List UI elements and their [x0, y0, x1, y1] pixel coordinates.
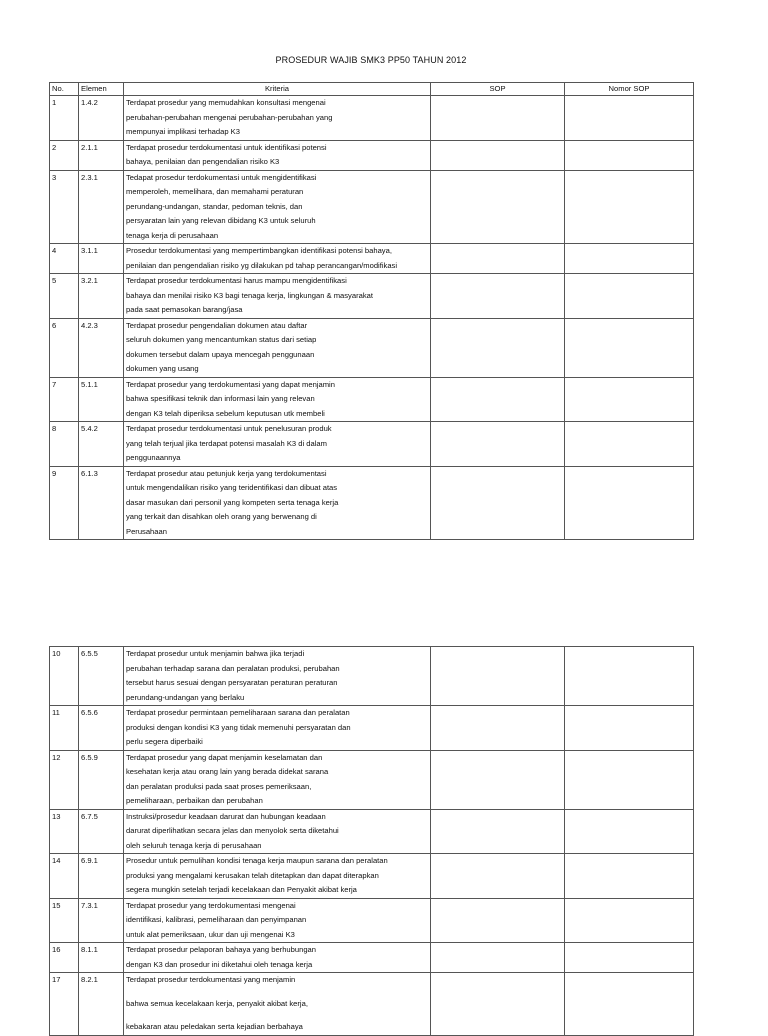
cell-kriteria	[124, 244, 431, 274]
kriteria-line: perlu segera diperbaiki	[126, 737, 203, 746]
cell-kriteria	[124, 706, 431, 751]
cell-nomor-sop	[565, 854, 694, 899]
cell-sop	[431, 170, 565, 244]
table-header-row	[50, 83, 694, 96]
header-kriteria: Kriteria	[124, 83, 431, 96]
cell-sop	[431, 706, 565, 751]
cell-nomor-sop	[565, 140, 694, 170]
table-row	[50, 318, 694, 377]
procedure-table-part-2	[49, 646, 694, 1036]
kriteria-line: Terdapat prosedur terdokumentasi untuk identifikasi potensi	[126, 142, 327, 152]
cell-no: 17	[50, 973, 79, 1036]
kriteria-line: Terdapat prosedur yang terdokumentasi mengenai	[126, 900, 296, 910]
cell-no: 13	[50, 809, 79, 854]
kriteria-line: yang terkait dan disahkan oleh orang yang berwenang di	[126, 512, 317, 521]
kriteria-line: untuk mengendalikan risiko yang teridentifikasi dan dibuat atas	[126, 483, 338, 492]
table-row	[50, 750, 694, 809]
cell-elemen: 5.1.1	[79, 377, 124, 422]
kriteria-line: Terdapat prosedur atau petunjuk kerja yang terdokumentasi	[126, 468, 327, 478]
cell-nomor-sop	[565, 244, 694, 274]
table-row	[50, 170, 694, 244]
kriteria-line: penggunaannya	[126, 453, 181, 462]
kriteria-line: memperoleh, memelihara, dan memahami peraturan	[126, 187, 304, 196]
kriteria-line: darurat diperlihatkan secara jelas dan menyolok serta diketahui	[126, 826, 339, 835]
kriteria-line: kebakaran atau peledakan serta kejadian berbahaya	[126, 1022, 303, 1031]
cell-elemen: 2.3.1	[79, 170, 124, 244]
cell-nomor-sop	[565, 973, 694, 1036]
cell-kriteria	[124, 274, 431, 319]
table-row	[50, 898, 694, 943]
cell-no: 3	[50, 170, 79, 244]
cell-no: 1	[50, 96, 79, 141]
header-elemen: Elemen	[79, 83, 124, 96]
cell-nomor-sop	[565, 809, 694, 854]
kriteria-line: Tedapat prosedur terdokumentasi untuk mengidentifikasi	[126, 172, 317, 182]
cell-nomor-sop	[565, 377, 694, 422]
cell-elemen: 6.9.1	[79, 854, 124, 899]
kriteria-line: Terdapat prosedur pengendalian dokumen atau daftar	[126, 320, 308, 330]
kriteria-line: bahwa spesifikasi teknik dan informasi lain yang relevan	[126, 394, 315, 403]
cell-sop	[431, 854, 565, 899]
kriteria-line: Terdapat prosedur terdokumentasi harus mampu mengidentifikasi	[126, 276, 347, 285]
cell-nomor-sop	[565, 96, 694, 141]
kriteria-line: bahwa semua kecelakaan kerja, penyakit akibat kerja,	[126, 998, 308, 1008]
kriteria-line: perubahan terhadap sarana dan peralatan produksi, perubahan	[126, 663, 340, 673]
cell-nomor-sop	[565, 647, 694, 706]
header-nomor-sop: Nomor SOP	[565, 83, 694, 96]
kriteria-line: Prosedur untuk pemulihan kondisi tenaga kerja maupun sarana dan peralatan	[126, 856, 388, 865]
kriteria-line: dan peralatan produksi pada saat proses pemeriksaan,	[126, 781, 312, 791]
cell-kriteria	[124, 854, 431, 899]
kriteria-line: dokumen tersebut dalam upaya mencegah penggunaan	[126, 349, 315, 359]
cell-sop	[431, 140, 565, 170]
table-row	[50, 943, 694, 973]
cell-kriteria	[124, 809, 431, 854]
cell-elemen: 3.2.1	[79, 274, 124, 319]
kriteria-line: Prosedur terdokumentasi yang mempertimbangkan identifikasi potensi bahaya,	[126, 246, 392, 255]
kriteria-line: Instruksi/prosedur keadaan darurat dan hubungan keadaan	[126, 811, 326, 821]
kriteria-line: bahaya, penilaian dan pengendalian risiko K3	[126, 157, 280, 166]
table-row	[50, 809, 694, 854]
table-row	[50, 854, 694, 899]
kriteria-line: Terdapat prosedur pelaporan bahaya yang berhubungan	[126, 945, 316, 954]
cell-sop	[431, 274, 565, 319]
header-sop: SOP	[431, 83, 565, 96]
kriteria-line: dengan K3 telah diperiksa sebelum keputusan utk membeli	[126, 408, 325, 418]
cell-elemen: 1.4.2	[79, 96, 124, 141]
cell-sop	[431, 466, 565, 540]
kriteria-line: identifikasi, kalibrasi, pemeliharaan dan penyimpanan	[126, 915, 307, 924]
cell-elemen: 8.1.1	[79, 943, 124, 973]
table-row	[50, 140, 694, 170]
cell-no: 9	[50, 466, 79, 540]
cell-elemen: 2.1.1	[79, 140, 124, 170]
cell-sop	[431, 318, 565, 377]
kriteria-line: perundang-undangan yang berlaku	[126, 692, 245, 702]
cell-no: 2	[50, 140, 79, 170]
table-row	[50, 274, 694, 319]
kriteria-line: pada saat pemasokan barang/jasa	[126, 305, 243, 314]
cell-sop	[431, 943, 565, 973]
cell-elemen: 6.7.5	[79, 809, 124, 854]
cell-nomor-sop	[565, 318, 694, 377]
kriteria-line: perubahan-perubahan mengenai perubahan-perubahan yang	[126, 112, 333, 122]
kriteria-line: mempunyai implikasi terhadap K3	[126, 127, 240, 136]
cell-elemen: 6.5.5	[79, 647, 124, 706]
kriteria-line: yang telah terjual jika terdapat potensi masalah K3 di dalam	[126, 438, 327, 448]
cell-no: 8	[50, 422, 79, 467]
table-row	[50, 377, 694, 422]
cell-kriteria	[124, 943, 431, 973]
kriteria-line: dokumen yang usang	[126, 364, 199, 373]
table-row	[50, 244, 694, 274]
cell-sop	[431, 809, 565, 854]
cell-no: 6	[50, 318, 79, 377]
table-row	[50, 422, 694, 467]
cell-kriteria	[124, 140, 431, 170]
kriteria-line: Terdapat prosedur permintaan pemeliharaan sarana dan peralatan	[126, 708, 350, 717]
kriteria-line: segera mungkin setelah terjadi kecelakaan dan Penyakit akibat kerja	[126, 885, 357, 894]
cell-nomor-sop	[565, 750, 694, 809]
kriteria-line: oleh seluruh tenaga kerja di perusahaan	[126, 840, 262, 850]
kriteria-line: produksi dengan kondisi K3 yang tidak memenuhi persyaratan dan	[126, 722, 351, 732]
kriteria-line: seluruh dokumen yang mencantumkan status dari setiap	[126, 335, 317, 344]
kriteria-line: persyaratan lain yang relevan dibidang K3 untuk seluruh	[126, 216, 316, 225]
kriteria-line: dasar masukan dari personil yang kompeten serta tenaga kerja	[126, 497, 339, 507]
cell-no: 11	[50, 706, 79, 751]
header-no: No.	[50, 83, 79, 96]
cell-nomor-sop	[565, 943, 694, 973]
kriteria-line: dengan K3 dan prosedur ini diketahui oleh tenaga kerja	[126, 959, 313, 969]
cell-nomor-sop	[565, 706, 694, 751]
cell-kriteria	[124, 647, 431, 706]
cell-kriteria	[124, 466, 431, 540]
kriteria-line: Terdapat prosedur yang terdokumentasi yang dapat menjamin	[126, 379, 335, 389]
cell-sop	[431, 244, 565, 274]
cell-no: 12	[50, 750, 79, 809]
cell-elemen: 5.4.2	[79, 422, 124, 467]
cell-elemen: 6.1.3	[79, 466, 124, 540]
cell-kriteria	[124, 898, 431, 943]
cell-sop	[431, 898, 565, 943]
cell-elemen: 7.3.1	[79, 898, 124, 943]
table-row	[50, 466, 694, 540]
cell-kriteria	[124, 96, 431, 141]
cell-kriteria	[124, 170, 431, 244]
cell-elemen: 6.5.6	[79, 706, 124, 751]
kriteria-line: tersebut harus sesuai dengan persyaratan peraturan peraturan	[126, 678, 338, 687]
kriteria-line: penilaian dan pengendalian risiko yg dilakukan pd tahap perancangan/modifikasi	[126, 260, 398, 270]
kriteria-line: kesehatan kerja atau orang lain yang berada didekat sarana	[126, 767, 329, 776]
kriteria-line: Terdapat prosedur terdokumentasi untuk penelusuran produk	[126, 424, 332, 433]
cell-kriteria	[124, 377, 431, 422]
cell-sop	[431, 96, 565, 141]
kriteria-line: untuk alat pemeriksaan, ukur dan uji mengenai K3	[126, 929, 295, 939]
kriteria-line: produksi yang mengalami kerusakan telah ditetapkan dan dapat diterapkan	[126, 870, 379, 880]
cell-sop	[431, 750, 565, 809]
page-title: PROSEDUR WAJIB SMK3 PP50 TAHUN 2012	[275, 55, 467, 65]
cell-sop	[431, 973, 565, 1036]
kriteria-line: perundang-undangan, standar, pedoman teknis, dan	[126, 201, 303, 211]
cell-kriteria	[124, 318, 431, 377]
kriteria-line: pemeliharaan, perbaikan dan perubahan	[126, 796, 263, 805]
cell-elemen: 3.1.1	[79, 244, 124, 274]
cell-nomor-sop	[565, 170, 694, 244]
kriteria-line: Terdapat prosedur terdokumentasi yang menjamin	[126, 975, 296, 984]
kriteria-line: Terdapat prosedur yang dapat menjamin keselamatan dan	[126, 752, 323, 762]
cell-nomor-sop	[565, 898, 694, 943]
cell-no: 4	[50, 244, 79, 274]
table-row	[50, 706, 694, 751]
cell-no: 14	[50, 854, 79, 899]
cell-kriteria	[124, 973, 431, 1036]
kriteria-line: tenaga kerja di perusahaan	[126, 230, 219, 240]
cell-elemen: 8.2.1	[79, 973, 124, 1036]
table-row	[50, 647, 694, 706]
cell-no: 15	[50, 898, 79, 943]
cell-sop	[431, 422, 565, 467]
procedure-table-part-1	[49, 82, 694, 540]
cell-nomor-sop	[565, 422, 694, 467]
cell-kriteria	[124, 750, 431, 809]
kriteria-line: Perusahaan	[126, 526, 167, 536]
cell-no: 7	[50, 377, 79, 422]
cell-no: 10	[50, 647, 79, 706]
cell-nomor-sop	[565, 274, 694, 319]
cell-no: 5	[50, 274, 79, 319]
table-row	[50, 973, 694, 1036]
cell-sop	[431, 647, 565, 706]
cell-sop	[431, 377, 565, 422]
table-row	[50, 96, 694, 141]
cell-nomor-sop	[565, 466, 694, 540]
cell-kriteria	[124, 422, 431, 467]
cell-elemen: 4.2.3	[79, 318, 124, 377]
cell-elemen: 6.5.9	[79, 750, 124, 809]
kriteria-line: Terdapat prosedur yang memudahkan konsultasi mengenai	[126, 98, 326, 107]
cell-no: 16	[50, 943, 79, 973]
kriteria-line: Terdapat prosedur untuk menjamin bahwa jika terjadi	[126, 649, 305, 658]
kriteria-line: bahaya dan menilai risiko K3 bagi tenaga kerja, lingkungan & masyarakat	[126, 290, 373, 300]
